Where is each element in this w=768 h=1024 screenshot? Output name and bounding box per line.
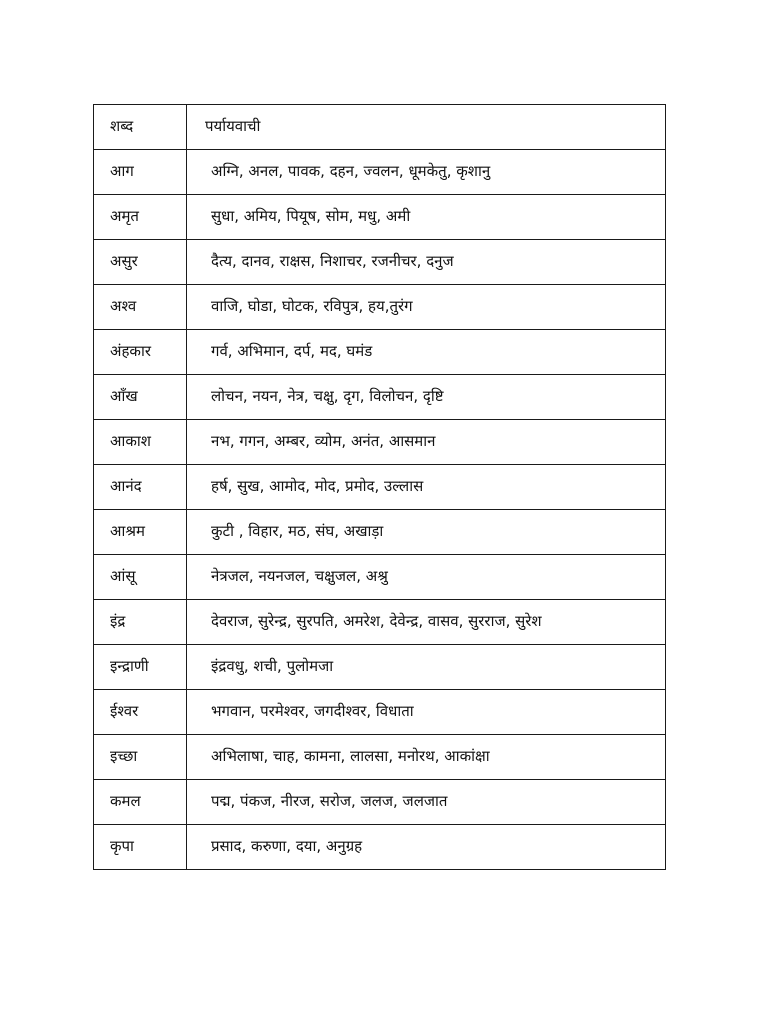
synonyms-cell: अग्नि, अनल, पावक, दहन, ज्वलन, धूमकेतु, कृशानु [187,150,666,195]
synonyms-cell: हर्ष, सुख, आमोद, मोद, प्रमोद, उल्लास [187,465,666,510]
table-row [94,555,666,600]
synonyms-cell: भगवान, परमेश्वर, जगदीश्वर, विधाता [187,690,666,735]
word-cell: अमृत [94,195,187,240]
word-cell: आग [94,150,187,195]
word-cell: आंसू [94,555,187,600]
synonyms-cell: इंद्रवधु, शची, पुलोमजा [187,645,666,690]
table-row [94,420,666,465]
word-cell: असुर [94,240,187,285]
table-row [94,645,666,690]
table-row [94,735,666,780]
synonyms-cell: गर्व, अभिमान, दर्प, मद, घमंड [187,330,666,375]
header-synonyms-cell: पर्यायवाची [187,105,666,150]
synonyms-cell: वाजि, घोडा, घोटक, रविपुत्र, हय,तुरंग [187,285,666,330]
word-cell: इंद्र [94,600,187,645]
synonyms-cell: पद्म, पंकज, नीरज, सरोज, जलज, जलजात [187,780,666,825]
synonyms-cell: प्रसाद, करुणा, दया, अनुग्रह [187,825,666,870]
word-cell: आँख [94,375,187,420]
table-row [94,600,666,645]
synonyms-cell: लोचन, नयन, नेत्र, चक्षु, दृग, विलोचन, दृष्टि [187,375,666,420]
word-cell: आश्रम [94,510,187,555]
synonyms-cell: अभिलाषा, चाह, कामना, लालसा, मनोरथ, आकांक्षा [187,735,666,780]
table-row [94,195,666,240]
table-row [94,510,666,555]
synonyms-table-body [94,105,666,870]
word-cell: कृपा [94,825,187,870]
header-word-cell: शब्द [94,105,187,150]
table-row [94,285,666,330]
word-cell: अश्व [94,285,187,330]
table-row [94,330,666,375]
word-cell: अंहकार [94,330,187,375]
synonyms-cell: देवराज, सुरेन्द्र, सुरपति, अमरेश, देवेन्द्र, वासव, सुरराज, सुरेश [187,600,666,645]
table-row [94,240,666,285]
word-cell: ईश्वर [94,690,187,735]
synonyms-cell: दैत्य, दानव, राक्षस, निशाचर, रजनीचर, दनुज [187,240,666,285]
table-row [94,690,666,735]
word-cell: इच्छा [94,735,187,780]
word-cell: कमल [94,780,187,825]
word-cell: आकाश [94,420,187,465]
table-row [94,780,666,825]
synonyms-cell: सुधा, अमिय, पियूष, सोम, मधु, अमी [187,195,666,240]
word-cell: आनंद [94,465,187,510]
table-row [94,150,666,195]
synonyms-cell: कुटी , विहार, मठ, संघ, अखाड़ा [187,510,666,555]
table-header-row [94,105,666,150]
word-cell: इन्द्राणी [94,645,187,690]
synonyms-cell: नभ, गगन, अम्बर, व्योम, अनंत, आसमान [187,420,666,465]
table-row [94,825,666,870]
table-row [94,375,666,420]
table-row [94,465,666,510]
synonyms-cell: नेत्रजल, नयनजल, चक्षुजल, अश्रु [187,555,666,600]
synonyms-table [93,104,666,870]
